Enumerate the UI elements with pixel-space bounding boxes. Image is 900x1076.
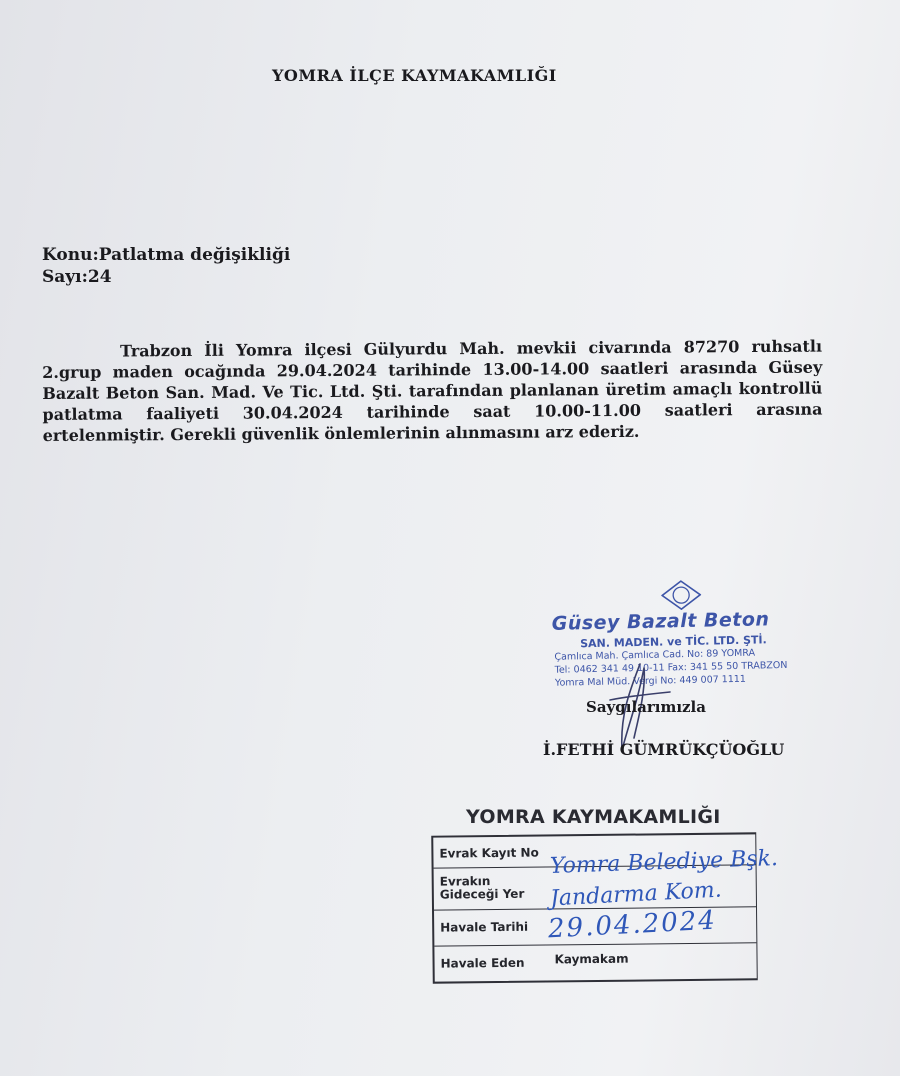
handwritten-recipient-2: Jandarma Kom. [549,877,723,912]
subject-line: Konu:Patlatma değişikliği [42,245,291,265]
company-stamp [551,577,823,693]
stamp-label-destination: Evrakın Gideceği Yer [439,874,525,902]
letter-header: YOMRA İLÇE KAYMAKAMLIĞI [272,66,557,85]
handwritten-recipients: Yomra Belediye Bşk. [549,846,779,879]
company-line-3: Tel: 0462 341 49 10-11 Fax: 341 55 50 TRABZON [554,659,788,676]
handwritten-date: 29.04.2024 [547,905,718,945]
letter-body [42,336,823,446]
company-line-2: Çamlıca Mah. Çamlıca Cad. No: 89 YOMRA [554,647,756,663]
company-logo-icon [661,580,702,611]
official-stamp [432,806,779,982]
company-line-1: SAN. MADEN. ve TİC. LTD. ŞTİ. [580,633,767,651]
company-line-4: Yomra Mal Müd. Vergi No: 449 007 1111 [554,673,747,689]
signer-name: İ.FETHİ GÜMRÜKÇÜOĞLU [543,740,785,759]
stamp-label-registry: Evrak Kayıt No [439,845,539,861]
stamp-value-referrer: Kaymakam [554,951,629,967]
stamp-label-referrer: Havale Eden [440,955,525,971]
company-brand: Güsey Bazalt Beton [551,608,770,635]
subject-block [42,244,290,288]
letter-body-text: Trabzon İli Yomra ilçesi Gülyurdu Mah. mevkii civarında 87270 ruhsatlı 2.grup maden ocağında 29.04.2024 tarihinde 13.00-14.00 saatleri arasında Güsey Bazalt Beton San. Mad. Ve Tic. Ltd. Şti. tarafından planlanan üretim amaçlı kontrollü patlatma faaliyeti 30.04.2024 tarihinde saat 10.00-11.00 saatleri arasına ertelenmiştir. Gerekli güvenlik önlemlerinin alınmasını arz ederiz. [42,336,823,445]
number-line: Sayı:24 [42,267,112,287]
stamp-row-referrer [434,942,756,979]
stamp-label-date: Havale Tarihi [440,919,529,935]
closing-text: Saygılarımızla [586,698,706,716]
official-stamp-title: YOMRA KAYMAKAMLIĞI [466,806,721,828]
